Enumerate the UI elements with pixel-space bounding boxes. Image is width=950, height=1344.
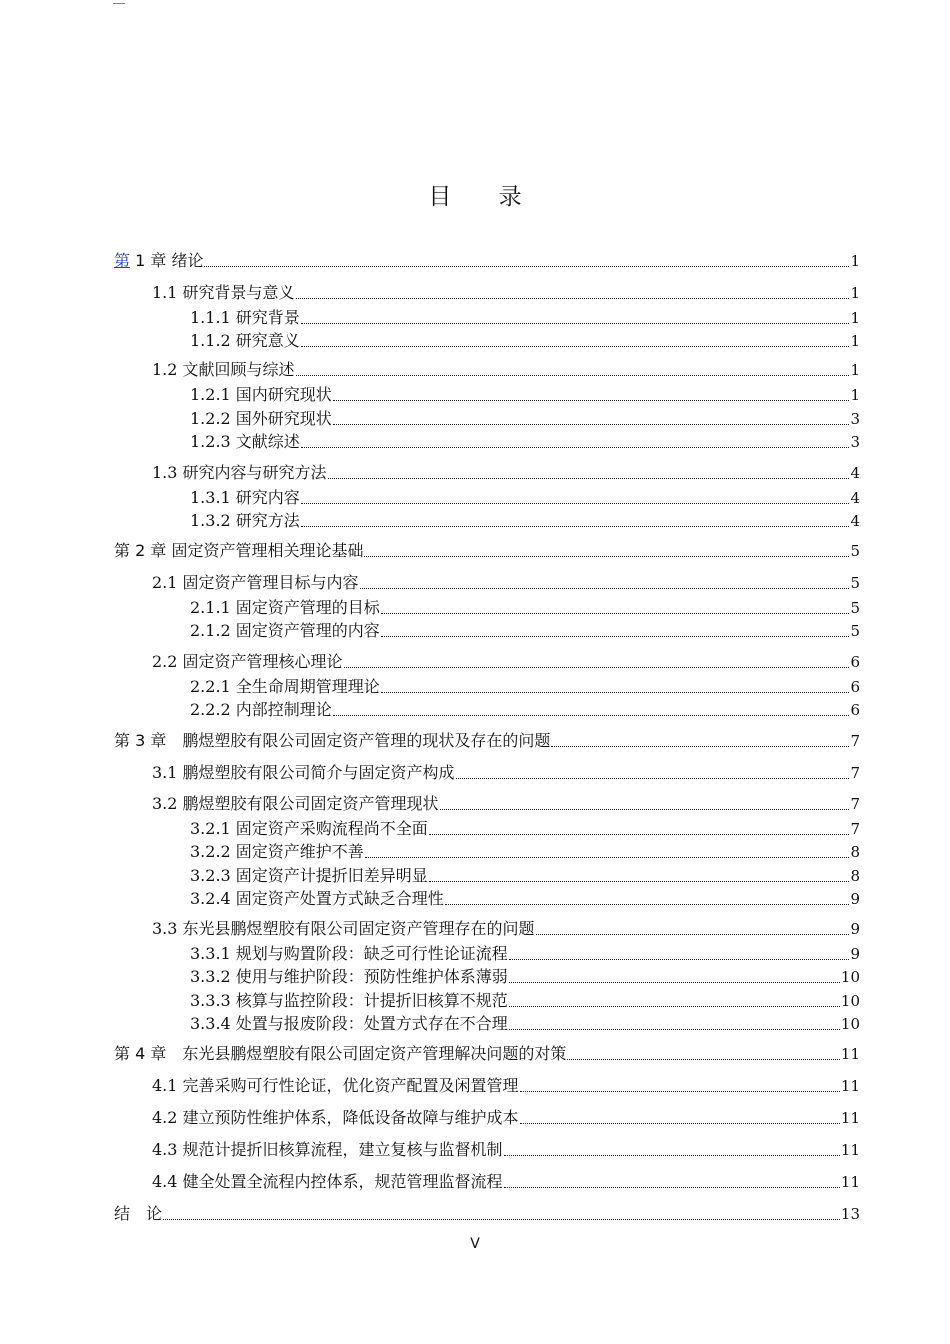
dot-leader [301,322,850,324]
toc-entry-page: 4 [850,489,860,507]
dot-leader [381,691,850,693]
dot-leader [344,666,850,668]
toc-entry-label [152,793,439,815]
toc-entry-page: 10 [840,1015,860,1033]
toc-entry-label [152,1139,503,1161]
toc-link-prefix[interactable]: 第 [114,251,131,270]
toc-entry[interactable] [152,651,860,673]
toc-entry-text: 3.3.4 处置与报废阶段：处置方式存在不合理 [190,1014,508,1033]
dot-leader [504,1154,840,1156]
dot-leader [296,374,850,376]
toc-entry-label [190,865,428,887]
header-mark [113,0,125,4]
toc-entry-label [190,510,300,532]
toc-entry[interactable] [190,841,860,863]
toc-entry-page: 9 [850,945,860,963]
toc-entry-page: 5 [850,542,860,560]
toc-entry-label [152,282,295,304]
toc-entry-label [114,1203,162,1225]
toc-entry[interactable] [190,699,860,721]
toc-entry[interactable] [114,540,860,562]
toc-entry-text: 第 2 章 固定资产管理相关理论基础 [114,541,364,560]
dot-leader [360,587,850,589]
toc-entry-text: 4.3 规范计提折旧核算流程，建立复核与监督机制 [152,1140,503,1159]
dot-leader [328,477,850,479]
dot-leader [301,446,850,448]
toc-entry-label [152,651,343,673]
toc-entry-text: 3.2.4 固定资产处置方式缺乏合理性 [190,889,444,908]
toc-entry-page: 5 [850,574,860,592]
dot-leader [504,1186,840,1188]
toc-entry-text: 1.2.1 国内研究现状 [190,385,332,404]
toc-entry[interactable] [114,730,860,752]
dot-leader [445,903,850,905]
toc-entry-text: 1 章 绪论 [130,251,204,270]
toc-entry[interactable] [152,918,860,940]
toc-entry-label [190,330,300,352]
toc-entry-page: 13 [840,1205,860,1223]
toc-entry-label [152,1107,519,1129]
toc-entry-page: 1 [850,361,860,379]
toc-entry[interactable] [152,1171,860,1193]
dot-leader [333,423,850,425]
toc-entry-label [190,966,508,988]
toc-entry-page: 8 [850,867,860,885]
dot-leader [296,297,850,299]
toc-entry[interactable] [190,865,860,887]
dot-leader [536,933,850,935]
toc-entry-label [152,572,359,594]
toc-entry-text: 1.1.2 研究意义 [190,331,300,350]
dot-leader [567,1058,840,1060]
toc-entry-label [114,250,203,272]
toc-entry-page: 9 [850,920,860,938]
toc-entry[interactable] [190,888,860,910]
toc-entry-label [190,888,444,910]
toc-entry-text: 1.2 文献回顾与综述 [152,360,295,379]
dot-leader [429,833,850,835]
toc-entry-text: 2.2.2 内部控制理论 [190,700,332,719]
toc-entry-text: 4.4 健全处置全流程内控体系，规范管理监督流程 [152,1172,503,1191]
toc-entry-page: 10 [840,992,860,1010]
toc-entry-page: 5 [850,622,860,640]
toc-entry-page: 9 [850,890,860,908]
toc-entry-text: 1.3.1 研究内容 [190,488,300,507]
toc-entry-page: 8 [850,843,860,861]
toc-entry[interactable] [152,762,860,784]
dot-leader [520,1122,840,1124]
toc-entry-page: 7 [850,795,860,813]
toc-entry-text: 第 4 章 东光县鹏煜塑胶有限公司固定资产管理解决问题的对策 [114,1044,567,1063]
toc-entry-label [190,431,300,453]
toc-entry[interactable] [190,431,860,453]
dot-leader [163,1218,840,1220]
toc-entry-label [190,307,300,329]
toc-entry[interactable] [152,1075,860,1097]
toc-entry[interactable] [152,462,860,484]
toc-entry-text: 3.2 鹏煜塑胶有限公司固定资产管理现状 [152,794,439,813]
toc-entry-text: 1.2.2 国外研究现状 [190,409,332,428]
toc-entry-label [190,384,332,406]
dot-leader [333,399,850,401]
toc-entry-page: 6 [850,653,860,671]
toc-title: 目 录 [428,184,542,210]
toc-entry-text: 3.1 鹏煜塑胶有限公司简介与固定资产构成 [152,763,455,782]
toc-entry-text: 2.1 固定资产管理目标与内容 [152,573,359,592]
dot-leader [365,856,850,858]
dot-leader [301,525,850,527]
dot-leader [333,714,850,716]
dot-leader [509,981,840,983]
toc-entry[interactable] [190,990,860,1012]
toc-entry[interactable] [152,1107,860,1129]
toc-entry-text: 3.2.3 固定资产计提折旧差异明显 [190,866,428,885]
toc-entry-page: 3 [850,410,860,428]
toc-entry-label [114,540,363,562]
toc-entry[interactable] [190,408,860,430]
toc-entry-label [190,676,380,698]
toc-entry-text: 4.2 建立预防性维护体系，降低设备故障与维护成本 [152,1108,519,1127]
toc-entry-label [152,1171,503,1193]
toc-entry-label [190,620,380,642]
toc-entry-page: 11 [840,1173,860,1191]
dot-leader [551,745,849,747]
dot-leader [204,265,849,267]
toc-entry[interactable] [190,818,860,840]
toc-entry-label [152,359,295,381]
toc-entry-text: 1.3.2 研究方法 [190,511,300,530]
toc-entry-page: 1 [850,332,860,350]
toc-entry[interactable] [152,1139,860,1161]
dot-leader [520,1090,840,1092]
toc-entry[interactable] [190,943,860,965]
toc-entry-page: 3 [850,433,860,451]
toc-entry-page: 4 [850,512,860,530]
toc-entry-text: 3.2.2 固定资产维护不善 [190,842,364,861]
toc-entry-label [190,1013,508,1035]
toc-entry-label [190,818,428,840]
toc-entry-label [190,841,364,863]
toc-entry-page: 5 [850,599,860,617]
dot-leader [429,880,850,882]
toc-entry[interactable] [190,597,860,619]
toc-entry-label [152,918,535,940]
toc-entry-text: 3.3.3 核算与监控阶段：计提折旧核算不规范 [190,991,508,1010]
toc-entry-label [190,943,508,965]
toc-entry[interactable] [190,330,860,352]
toc-entry[interactable] [152,359,860,381]
toc-entry-label [114,1043,566,1065]
toc-entry-page: 7 [850,820,860,838]
dot-leader [440,808,850,810]
toc-entry-page: 11 [840,1109,860,1127]
toc-entry-page: 1 [850,284,860,302]
page-number: V [470,1236,480,1252]
toc-entry-page: 1 [850,386,860,404]
toc-entry-text: 2.1.2 固定资产管理的内容 [190,621,380,640]
toc-entry-label [152,1075,519,1097]
toc-entry[interactable] [152,793,860,815]
toc-entry-label [190,699,332,721]
toc-entry-text: 3.3.2 使用与维护阶段：预防性维护体系薄弱 [190,967,508,986]
dot-leader [301,345,850,347]
toc-entry-label [152,462,327,484]
toc-entry-label [114,730,550,752]
toc-entry[interactable] [152,282,860,304]
toc-entry-text: 1.1.1 研究背景 [190,308,300,327]
toc-entry-page: 7 [850,732,860,750]
toc-entry-text: 第 3 章 鹏煜塑胶有限公司固定资产管理的现状及存在的问题 [114,731,551,750]
dot-leader [509,1005,840,1007]
toc-entry-page: 10 [840,968,860,986]
toc-entry[interactable] [190,384,860,406]
toc-entry[interactable] [190,966,860,988]
toc-entry[interactable] [190,1013,860,1035]
toc-entry[interactable] [190,510,860,532]
toc-entry-text: 3.2.1 固定资产采购流程尚不全面 [190,819,428,838]
toc-entry-page: 4 [850,464,860,482]
toc-entry-text: 2.2.1 全生命周期管理理论 [190,677,380,696]
dot-leader [364,555,849,557]
toc-entry-text: 1.2.3 文献综述 [190,432,300,451]
toc-entry-page: 11 [840,1077,860,1095]
toc-entry-label [152,762,455,784]
toc-entry-text: 3.3 东光县鹏煜塑胶有限公司固定资产管理存在的问题 [152,919,535,938]
toc-entry-text: 结 论 [114,1204,163,1223]
toc-entry-label [190,597,380,619]
toc-entry-page: 1 [850,309,860,327]
toc-entry-page: 7 [850,764,860,782]
toc-entry-label [190,487,300,509]
toc-entry[interactable] [190,620,860,642]
toc-entry-page: 11 [840,1045,860,1063]
dot-leader [381,612,850,614]
toc-entry-text: 3.3.1 规划与购置阶段：缺乏可行性论证流程 [190,944,508,963]
toc-entry[interactable] [114,1203,860,1225]
dot-leader [509,1028,840,1030]
toc-entry-page: 6 [850,678,860,696]
toc-entry-text: 1.1 研究背景与意义 [152,283,295,302]
dot-leader [509,958,850,960]
toc-entry-page: 6 [850,701,860,719]
toc-entry-label [190,408,332,430]
dot-leader [456,777,850,779]
toc-entry[interactable] [190,487,860,509]
toc-entry-page: 1 [850,252,860,270]
toc-entry-text: 1.3 研究内容与研究方法 [152,463,327,482]
toc-entry[interactable] [114,1043,860,1065]
dot-leader [301,502,850,504]
toc-entry-text: 2.1.1 固定资产管理的目标 [190,598,380,617]
toc-entry[interactable] [190,676,860,698]
dot-leader [381,635,850,637]
toc-entry[interactable] [190,307,860,329]
toc-entry[interactable] [152,572,860,594]
toc-entry-page: 11 [840,1141,860,1159]
toc-entry-text: 4.1 完善采购可行性论证，优化资产配置及闲置管理 [152,1076,519,1095]
toc-entry[interactable] [114,250,860,272]
toc-entry-text: 2.2 固定资产管理核心理论 [152,652,343,671]
toc-entry-label [190,990,508,1012]
